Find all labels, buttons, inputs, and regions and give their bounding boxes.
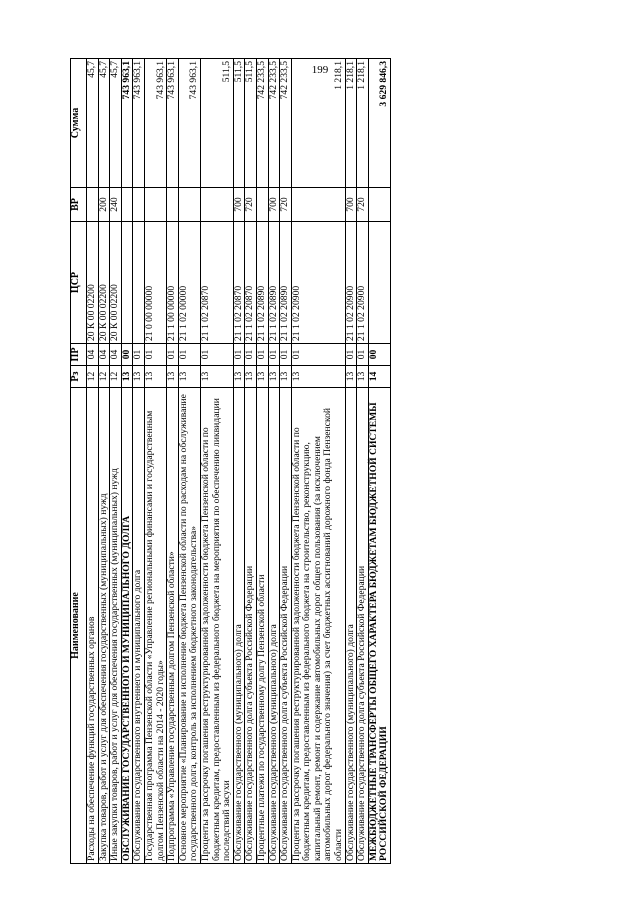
cell-csr: 21 1 00 00000 [167,222,179,344]
header-name: Наименование [71,388,87,864]
cell-name: Обслуживание государственного долга субъекта Российской Федерации [280,388,292,864]
cell-sum: 1 218,1 [357,59,369,188]
cell-vr: 720 [280,188,292,222]
cell-rz: 13 [256,366,268,388]
table-row [87,59,99,864]
table-row [233,59,245,864]
cell-sum: 743 963,1 [121,59,133,188]
cell-rz: 12 [98,366,110,388]
cell-vr: 700 [268,188,280,222]
cell-pr: 01 [280,344,292,366]
cell-sum: 742 233,5 [280,59,292,188]
cell-csr: 21 1 02 20890 [268,222,280,344]
cell-vr [368,188,390,222]
cell-rz: 13 [280,366,292,388]
cell-csr: 20 К 00 02200 [110,222,122,344]
cell-csr [133,222,145,344]
cell-name: Обслуживание государственного (муниципального) долга [345,388,357,864]
cell-csr: 20 К 00 02200 [98,222,110,344]
cell-pr: 01 [167,344,179,366]
cell-rz: 13 [121,366,133,388]
cell-sum: 743 963,1 [133,59,145,188]
cell-csr: 21 1 02 20900 [345,222,357,344]
cell-rz: 13 [345,366,357,388]
cell-name: Основное мероприятие «Планирование и исполнение бюджета Пензенской области по расходам на обслуживание государственного долга, контроль за исполнением бюджетного законодательства» [178,388,200,864]
table-row [245,59,257,864]
cell-name: Обслуживание государственного (муниципального) долга [233,388,245,864]
cell-sum: 743 963,1 [178,59,200,188]
cell-pr: 04 [110,344,122,366]
table-row [167,59,179,864]
table-row [144,59,166,864]
cell-csr [368,222,390,344]
cell-name: Обслуживание государственного внутреннего и муниципального долга [133,388,145,864]
header-rz: Рз [71,366,87,388]
cell-vr: 720 [245,188,257,222]
header-pr: ПР [71,344,87,366]
cell-vr: 200 [98,188,110,222]
cell-name: Подпрограмма «Управление государственным долгом Пензенской области» [167,388,179,864]
cell-pr: 00 [121,344,133,366]
cell-vr [178,188,200,222]
cell-sum: 743 963,1 [144,59,166,188]
cell-rz: 13 [357,366,369,388]
header-csr: ЦСР [71,222,87,344]
table-row [121,59,133,864]
cell-pr: 01 [178,344,200,366]
cell-pr: 01 [256,344,268,366]
cell-name: Проценты за рассрочку погашения реструктурированной задолженности бюджета Пензенской области по бюджетным кредитам, предоставленным из федерального бюджета на строительство, реконструкцию, капитальный ремонт, ремонт и содержание автомобильных дорог общего пользования (за исключением автомобильных дорог федерального значения) за счет бюджетных ассигнований дорожного фонда Пензенской области [291,388,345,864]
table-row [280,59,292,864]
cell-pr: 01 [357,344,369,366]
cell-rz: 12 [87,366,99,388]
cell-pr: 01 [268,344,280,366]
cell-vr [133,188,145,222]
cell-csr: 21 1 02 20870 [245,222,257,344]
cell-sum: 45,7 [87,59,99,188]
cell-sum: 511,5 [233,59,245,188]
table-row [256,59,268,864]
cell-rz: 13 [245,366,257,388]
header-sum: Сумма [71,59,87,188]
cell-name: Расходы на обеспечение функций государственных органов [87,388,99,864]
cell-sum: 511,5 [200,59,233,188]
cell-vr: 700 [345,188,357,222]
table-row [345,59,357,864]
cell-sum: 511,5 [245,59,257,188]
cell-name: Закупка товаров, работ и услуг для обеспечения государственных (муниципальных) нужд [98,388,110,864]
cell-csr: 21 1 02 20890 [280,222,292,344]
cell-vr [256,188,268,222]
cell-name: Обслуживание государственного долга субъекта Российской Федерации [245,388,257,864]
cell-pr: 01 [345,344,357,366]
table-body [87,59,391,864]
cell-pr: 01 [245,344,257,366]
cell-rz: 13 [178,366,200,388]
cell-name: МЕЖБЮДЖЕТНЫЕ ТРАНСФЕРТЫ ОБЩЕГО ХАРАКТЕРА БЮДЖЕТАМ БЮДЖЕТНОЙ СИСТЕМЫ РОССИЙСКОЙ ФЕДЕРАЦИИ [368,388,390,864]
page-number: 199 [311,64,329,76]
cell-vr: 720 [357,188,369,222]
cell-sum: 45,7 [98,59,110,188]
cell-rz: 13 [268,366,280,388]
cell-sum: 45,7 [110,59,122,188]
cell-rz: 14 [368,366,390,388]
cell-rz: 13 [167,366,179,388]
table-row [368,59,390,864]
cell-csr [121,222,133,344]
cell-vr [87,188,99,222]
cell-csr: 21 1 02 20870 [233,222,245,344]
cell-rz: 13 [144,366,166,388]
table-row [200,59,233,864]
cell-pr: 01 [144,344,166,366]
table-row [268,59,280,864]
cell-name: Государственная программа Пензенской области «Управление региональными финансами и государственным долгом Пензенской области на 2014 - 2020 годы» [144,388,166,864]
cell-sum: 743 963,1 [167,59,179,188]
cell-csr: 21 1 02 00000 [178,222,200,344]
cell-name: Обслуживание государственного долга субъекта Российской Федерации [357,388,369,864]
cell-pr: 04 [98,344,110,366]
cell-csr: 21 0 00 00000 [144,222,166,344]
cell-sum: 1 218,1 [345,59,357,188]
cell-rz: 12 [110,366,122,388]
cell-csr: 21 1 02 20900 [357,222,369,344]
cell-vr [167,188,179,222]
table-row [291,59,345,864]
cell-name: Процентные платежи по государственному долгу Пензенской области [256,388,268,864]
cell-pr: 01 [291,344,345,366]
cell-rz: 13 [291,366,345,388]
cell-sum: 742 233,5 [256,59,268,188]
cell-csr: 21 1 02 20870 [200,222,233,344]
cell-pr: 04 [87,344,99,366]
cell-name: ОБСЛУЖИВАНИЕ ГОСУДАРСТВЕННОГО И МУНИЦИПАЛЬНОГО ДОЛГА [121,388,133,864]
table-header-row [71,59,87,864]
cell-pr: 01 [200,344,233,366]
cell-vr: 700 [233,188,245,222]
table-row [357,59,369,864]
cell-vr [291,188,345,222]
cell-name: Обслуживание государственного (муниципального) долга [268,388,280,864]
cell-vr: 240 [110,188,122,222]
cell-rz: 13 [133,366,145,388]
cell-pr: 00 [368,344,390,366]
cell-csr: 21 1 02 20900 [291,222,345,344]
header-vr: ВР [71,188,87,222]
cell-csr: 20 К 00 02200 [87,222,99,344]
cell-vr [200,188,233,222]
cell-pr: 01 [233,344,245,366]
cell-pr: 01 [133,344,145,366]
rotated-table-container [70,59,570,864]
cell-name: Проценты за рассрочку погашения реструктурированной задолженности бюджета Пензенской области по бюджетным кредитам, предоставленным из федерального бюджета на мероприятия по обеспечению ликвидации последствий засухи [200,388,233,864]
cell-sum: 3 629 846,3 [368,59,390,188]
cell-rz: 13 [200,366,233,388]
cell-sum: 1 218,1 [291,59,345,188]
cell-csr: 21 1 02 20890 [256,222,268,344]
cell-sum: 742 233,5 [268,59,280,188]
table-row [110,59,122,864]
budget-table [70,58,391,864]
cell-name: Иные закупки товаров, работ и услуг для обеспечения государственных (муниципальных) нужд [110,388,122,864]
cell-vr [144,188,166,222]
cell-vr [121,188,133,222]
table-row [98,59,110,864]
table-row [133,59,145,864]
table-row [178,59,200,864]
cell-rz: 13 [233,366,245,388]
